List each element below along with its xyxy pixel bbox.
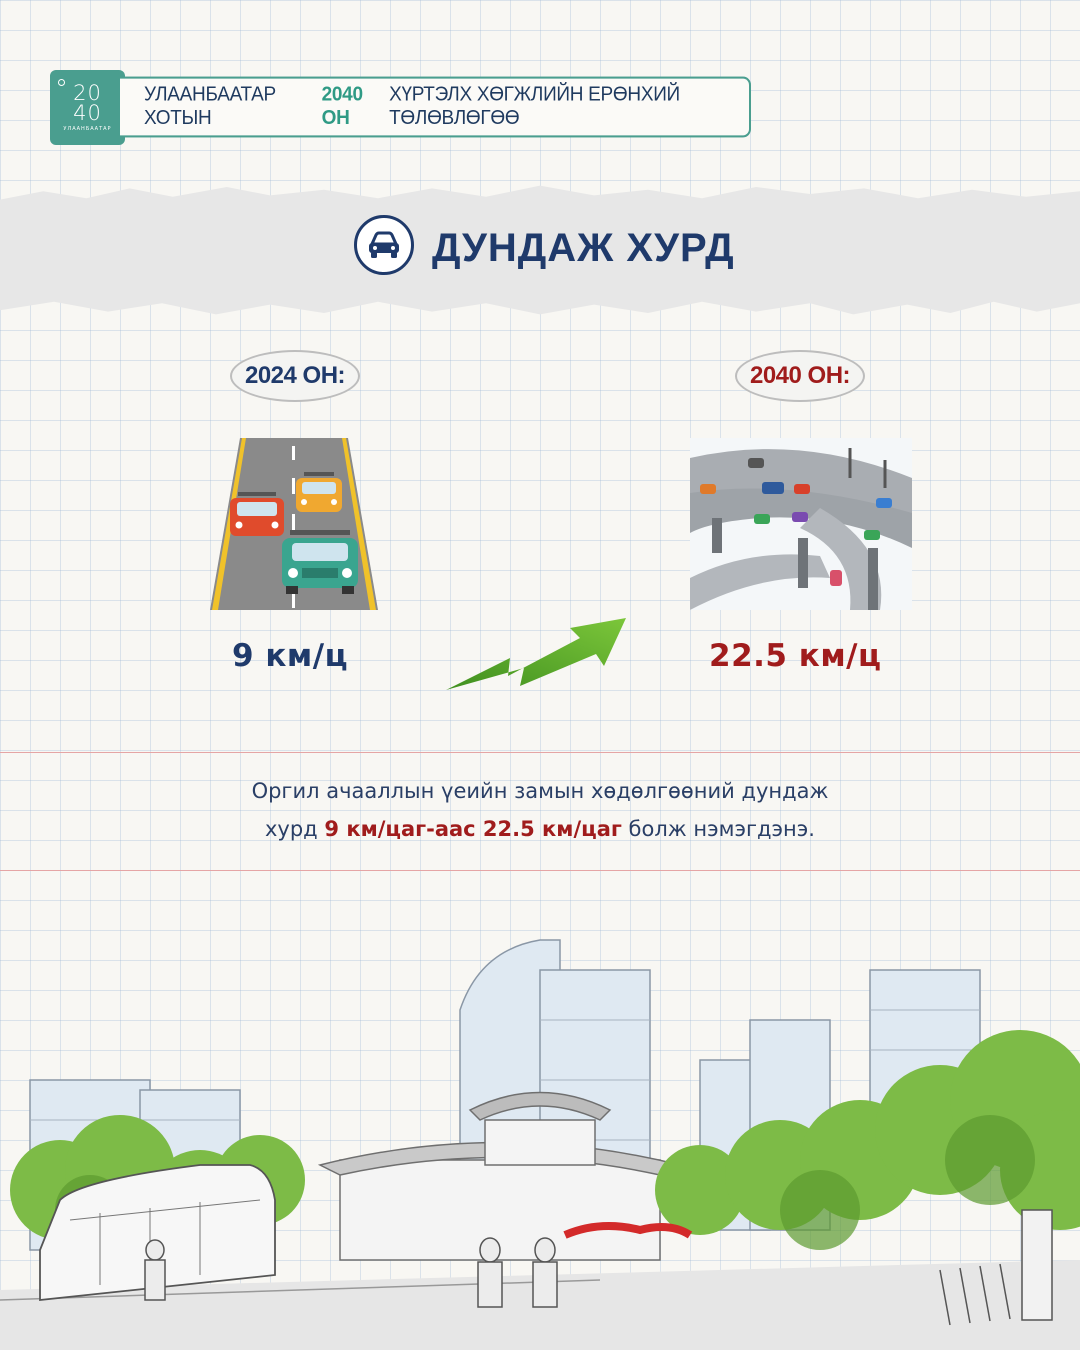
description-line2-end: болж нэмэгдэнэ. xyxy=(621,817,815,841)
page-title: ДУНДАЖ ХУРД xyxy=(432,226,735,270)
header-title-part1: УЛААНБААТАР ХОТЫН xyxy=(144,83,276,130)
logo-number-bottom: 40 xyxy=(73,101,102,125)
logo-emblem-icon xyxy=(58,79,65,86)
logo-number-top: 20 xyxy=(73,81,102,105)
divider-top xyxy=(0,752,1080,753)
congested-road-illustration xyxy=(210,438,378,610)
year-2024-label: 2024 ОН: xyxy=(230,350,360,402)
description-line2-start: хурд xyxy=(265,817,325,841)
header-title xyxy=(120,77,751,138)
header-title-part2: ХҮРТЭЛХ ХӨГЖЛИЙН ЕРӨНХИЙ ТӨЛӨВЛӨГӨӨ xyxy=(389,83,680,130)
highway-interchange-illustration xyxy=(690,438,912,610)
speed-2024: 9 км/ц xyxy=(232,638,349,674)
description xyxy=(140,772,940,848)
year-2040-label: 2040 ОН: xyxy=(735,350,865,402)
description-line2 xyxy=(140,810,940,848)
description-line1: Оргил ачааллын үеийн замын хөдөлгөөний дундаж xyxy=(251,779,829,803)
green-rising-arrow xyxy=(440,610,635,695)
city-illustration xyxy=(0,930,1080,1350)
car-icon xyxy=(354,215,414,275)
description-highlight: 9 км/цаг-аас 22.5 км/цаг xyxy=(324,817,622,841)
speed-2040: 22.5 км/ц xyxy=(709,638,882,674)
logo-caption: УЛААНБААТАР xyxy=(63,126,112,132)
header-title-highlight: 2040 ОН xyxy=(321,83,363,130)
logo xyxy=(50,70,125,145)
divider-bottom xyxy=(0,870,1080,871)
